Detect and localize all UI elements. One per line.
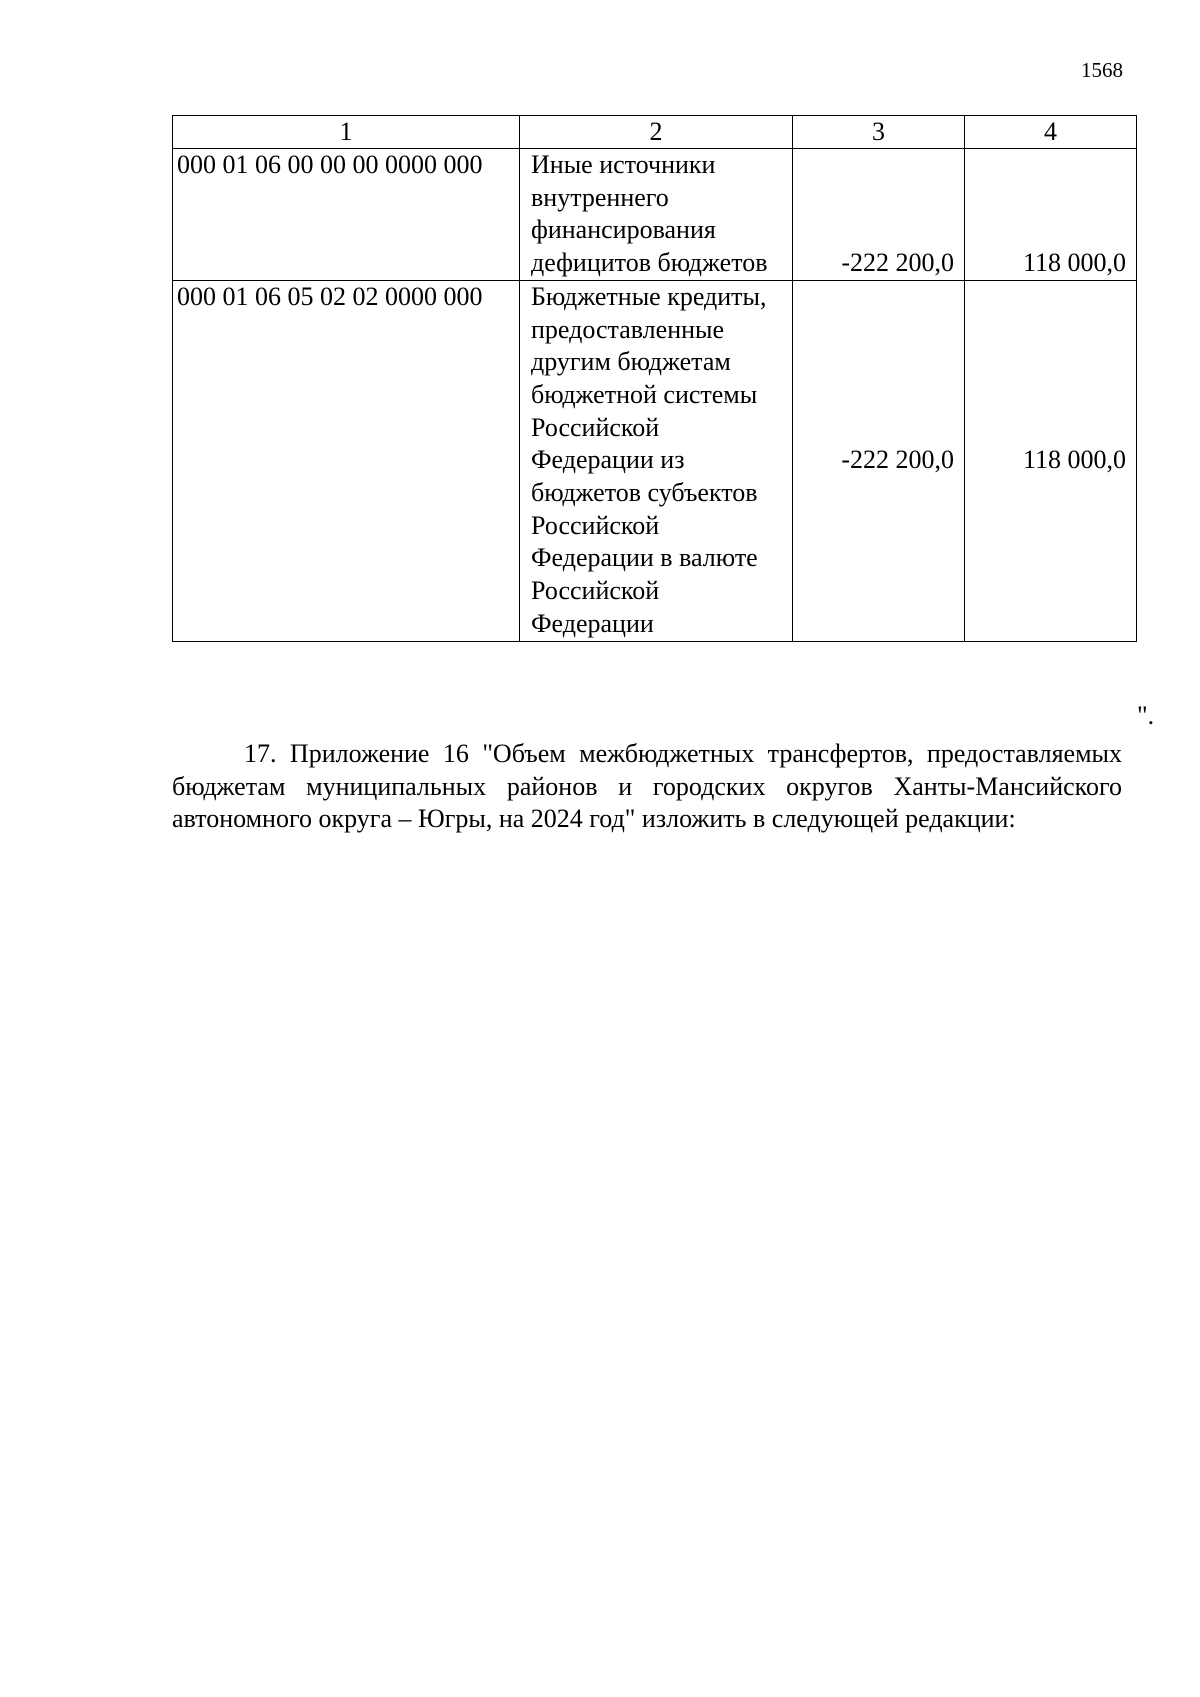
column-header: 4 xyxy=(965,116,1137,149)
amount-cell: 118 000,0 xyxy=(965,280,1137,641)
column-header: 3 xyxy=(793,116,965,149)
source-name-cell: Бюджетные кредиты, предоставленные другим бюджетам бюджетной системы Российской Федерации из бюджетов субъектов Российской Федерации в валюте Российской Федерации xyxy=(520,280,793,641)
sources-table xyxy=(172,115,1137,642)
column-header: 2 xyxy=(520,116,793,149)
budget-code-cell: 000 01 06 05 02 02 0000 000 xyxy=(173,280,520,641)
closing-quote-mark: ". xyxy=(1137,701,1155,730)
amount-cell: -222 200,0 xyxy=(793,149,965,281)
column-header: 1 xyxy=(173,116,520,149)
budget-code-cell: 000 01 06 00 00 00 0000 000 xyxy=(173,149,520,281)
source-name-cell: Иные источники внутреннего финансирования дефицитов бюджетов xyxy=(520,149,793,281)
table-header-row xyxy=(173,116,1137,149)
amount-cell: -222 200,0 xyxy=(793,280,965,641)
page-number: 1568 xyxy=(1081,58,1123,82)
table-row xyxy=(173,280,1137,641)
table-row xyxy=(173,149,1137,281)
body-paragraph: 17. Приложение 16 "Объем межбюджетных трансфертов, предоставляемых бюджетам муниципальных районов и городских округов Ханты-Мансийского автономного округа – Югры, на 2024 год" изложить в следующей редакции: xyxy=(172,739,1122,833)
amount-cell: 118 000,0 xyxy=(965,149,1137,281)
